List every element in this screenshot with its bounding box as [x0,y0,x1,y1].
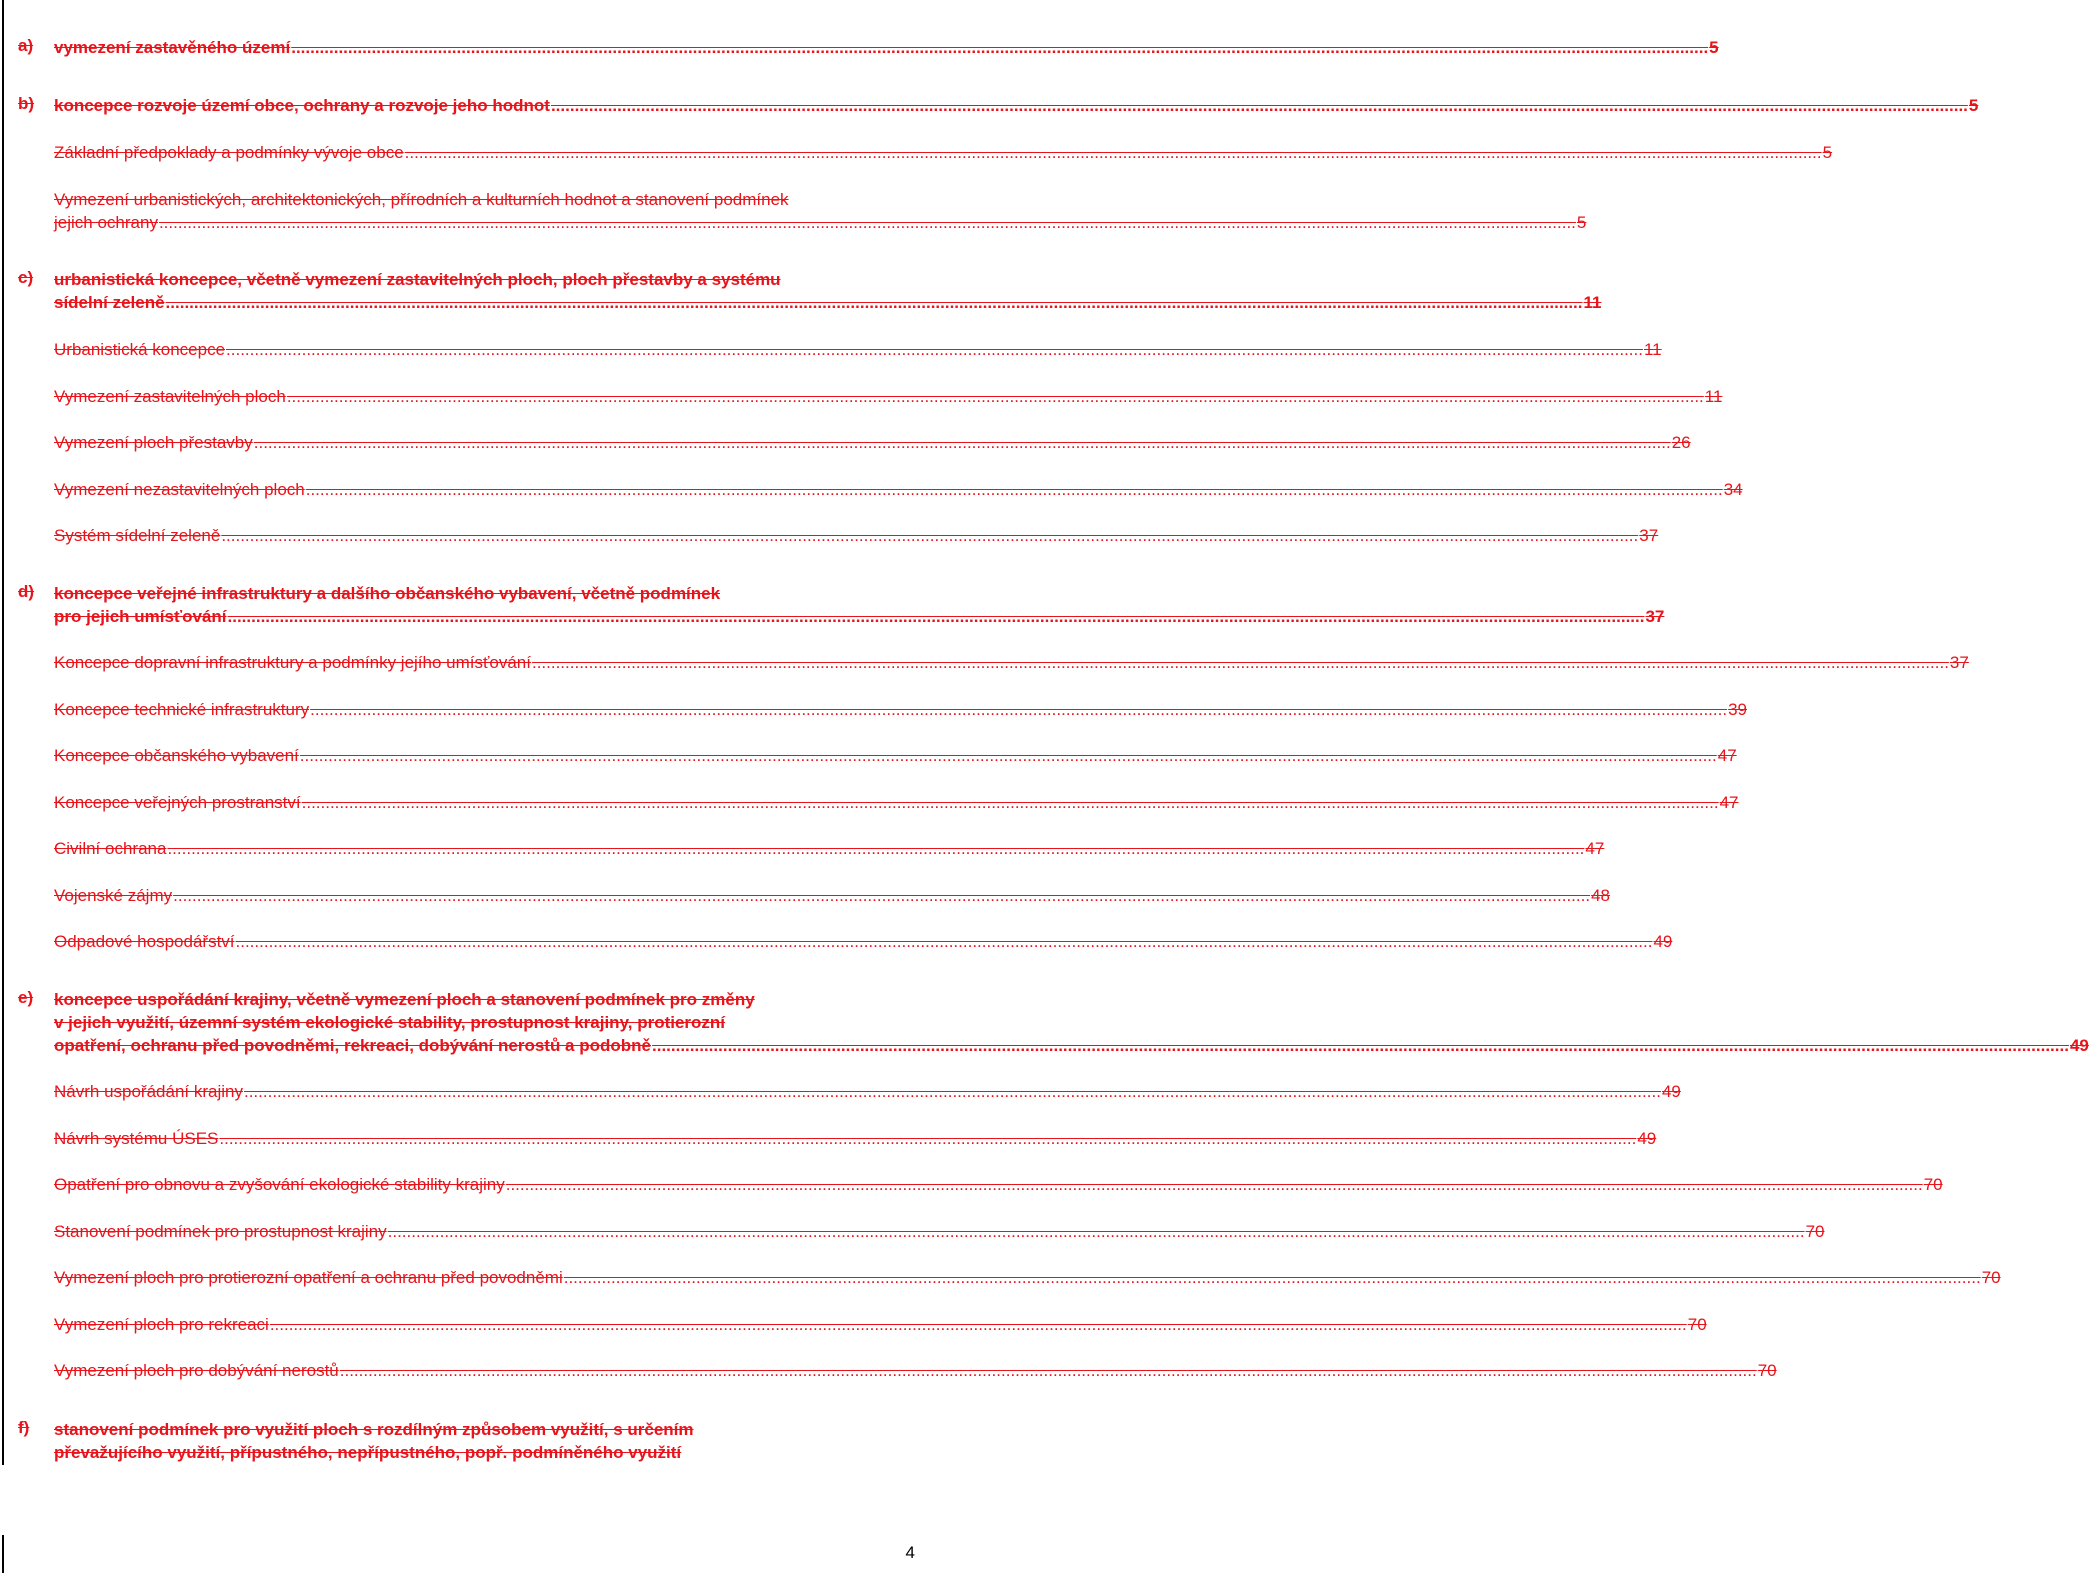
toc-leader-dots: ............................................................................................................................................................................................................................................................................................................ [165,293,1583,312]
toc-entry-lastline [54,1034,2089,1057]
toc-entry-lastline [54,791,1739,814]
left-margin-rule-footer [2,1535,4,1573]
toc-entry-text [54,338,1662,361]
toc-entry-lastline [54,1313,1707,1336]
toc-entry-title: sídelní zeleně [54,293,165,312]
toc-entry-line: převažujícího využití, přípustného, nepřípustného, popř. podmíněného využití [54,1443,682,1462]
toc-leader-dots: ............................................................................................................................................................................................................................................................................................................ [235,932,1653,951]
toc-entry-title: Vymezení zastavitelných ploch [54,387,286,406]
toc-entry-line: stanovení podmínek pro využití ploch s rozdílným způsobem využití, s určením [54,1420,694,1439]
toc-entry-title: Vymezení ploch přestavby [54,433,253,452]
toc-entry-title: Stanovení podmínek pro prostupnost krajiny [54,1222,387,1241]
toc-leader-dots: ............................................................................................................................................................................................................................................................................................................ [387,1222,1805,1241]
toc-leader-dots: ............................................................................................................................................................................................................................................................................................................ [221,526,1639,545]
toc-entry-title: Vymezení ploch pro dobývání nerostů [54,1361,339,1380]
toc-entry-lastline [54,94,1979,117]
toc-entry-text [54,1080,1681,1103]
toc-leader-dots: ............................................................................................................................................................................................................................................................................................................ [310,700,1728,719]
toc-entry-lastline [54,744,1737,767]
toc-entry-title: Civilní ochrana [54,839,167,858]
toc-entry-page: 26 [1671,433,1691,452]
toc-entry-title: Koncepce veřejných prostranství [54,793,301,812]
page-number: 4 [905,1543,915,1562]
toc-entry-page: 70 [1981,1268,2001,1287]
toc-entry-lastline [54,930,1673,953]
toc-entry-letter: a) [18,36,34,55]
toc-entry-line: Vymezení urbanistických, architektonických, přírodních a kulturních hodnot a stanovení podmínek [54,190,789,209]
toc-entry-letter: e) [18,988,34,1007]
toc-entry-lastline [54,651,1969,674]
toc-leader-dots: ............................................................................................................................................................................................................................................................................................................ [158,213,1576,232]
toc-entry-page: 70 [1687,1315,1707,1334]
toc-entry-page: 34 [1723,480,1743,499]
toc-entry-text [54,837,1605,860]
toc-entry-text [54,94,1979,117]
toc-entry-text [54,431,1691,454]
toc-entry-text [54,930,1673,953]
toc-entry-title: pro jejich umísťování [54,607,227,626]
toc-entry-line: urbanistická koncepce, včetně vymezení zastavitelných ploch, ploch přestavby a systému [54,270,781,289]
toc-entry-text [54,1313,1707,1336]
toc-entry-page: 47 [1717,746,1737,765]
toc-entry-lastline [54,291,1602,314]
toc-entry-lastline [54,211,1587,234]
toc-entry-lastline [54,698,1747,721]
toc-entry-page: 70 [1757,1361,1777,1380]
toc-entry-page: 5 [1968,96,1979,115]
toc-entry-lastline [54,1127,1657,1150]
toc-entry-page: 5 [1709,38,1719,57]
toc-leader-dots: ............................................................................................................................................................................................................................................................................................................ [219,1129,1637,1148]
toc-entry-page: 47 [1585,839,1605,858]
toc-leader-dots: ............................................................................................................................................................................................................................................................................................................ [269,1315,1687,1334]
toc-leader-dots: ............................................................................................................................................................................................................................................................................................................ [227,607,1645,626]
toc-entry-text [54,1418,954,1464]
toc-entry-lastline [54,1173,1943,1196]
toc-entry-title: Urbanistická koncepce [54,340,226,359]
toc-entry-letter: c) [18,268,34,287]
toc-entry-title: opatření, ochranu před povodněmi, rekreaci, dobývání nerostů a podobně [54,1036,651,1055]
toc-entry-letter: b) [18,94,35,113]
toc-entry-lastline [54,524,1659,547]
toc-entry-lastline [54,1220,1825,1243]
toc-entry-page: 70 [1805,1222,1825,1241]
toc-entry-text [54,1359,1777,1382]
toc-entry-page: 11 [1643,340,1662,359]
toc-leader-dots: ............................................................................................................................................................................................................................................................................................................ [299,746,1717,765]
toc-entry-lastline [54,431,1691,454]
toc-entry-text [54,385,1723,408]
toc-entry-text [54,884,1610,907]
toc-entry-text [54,188,1587,234]
toc-entry-page: 48 [1591,886,1610,905]
toc-entry-page: 49 [1653,932,1673,951]
toc-entry-lastline [54,141,1833,164]
toc-leader-dots: ............................................................................................................................................................................................................................................................................................................ [226,340,1643,359]
toc-leader-dots: ............................................................................................................................................................................................................................................................................................................ [173,886,1591,905]
toc-entry-text [54,698,1747,721]
toc-entry-title: Vymezení ploch pro protierozní opatření a ochranu před povodněmi [54,1268,563,1287]
toc-entry-title: Vojenské zájmy [54,886,173,905]
toc-entry-lastline [54,837,1605,860]
toc-entry-lastline [54,884,1610,907]
toc-entry-lastline [54,36,1719,59]
toc-entry-text [54,1266,2001,1289]
toc-leader-dots: ............................................................................................................................................................................................................................................................................................................ [404,143,1822,162]
toc-entry-page: 11 [1583,293,1602,312]
toc-entry-title: Opatření pro obnovu a zvyšování ekologické stability krajiny [54,1175,505,1194]
toc-entry-text [54,582,1665,628]
toc-entry-lastline [54,1359,1777,1382]
toc-entry-title: Základní předpoklady a podmínky vývoje obce [54,143,404,162]
toc-leader-dots: ............................................................................................................................................................................................................................................................................................................ [531,653,1949,672]
toc-entry-line: koncepce veřejné infrastruktury a dalšího občanského vybavení, včetně podmínek [54,584,721,603]
toc-entry-title: jejich ochrany [54,213,158,232]
toc-leader-dots: ............................................................................................................................................................................................................................................................................................................ [563,1268,1981,1287]
toc-entry-page: 49 [2069,1036,2089,1055]
toc-entry-lastline [54,385,1723,408]
toc-entry-page: 11 [1704,387,1723,406]
toc-entry-title: Návrh systému ÚSES [54,1129,219,1148]
toc-entry-lastline [54,1080,1681,1103]
toc-entry-page: 70 [1923,1175,1943,1194]
left-margin-rule [2,0,4,1465]
toc-entry-text [54,1220,1825,1243]
toc-entry-page: 37 [1645,607,1665,626]
toc-entry-text [54,36,1719,59]
toc-entry-title: Vymezení ploch pro rekreaci [54,1315,269,1334]
toc-entry-page: 49 [1637,1129,1657,1148]
toc-entry-title: Vymezení nezastavitelných ploch [54,480,305,499]
toc-entry-page: 5 [1822,143,1833,162]
toc-entry-text [54,651,1969,674]
toc-entry-page: 47 [1719,793,1739,812]
toc-entry-page: 37 [1949,653,1969,672]
toc-entry-text [54,1173,1943,1196]
toc-entry-text [54,1127,1657,1150]
toc-leader-dots: ............................................................................................................................................................................................................................................................................................................ [167,839,1585,858]
toc-entry-letter: f) [18,1418,30,1437]
toc-leader-dots: ............................................................................................................................................................................................................................................................................................................ [339,1361,1757,1380]
toc-entry-lastline [54,605,1665,628]
toc-entry-page: 49 [1661,1082,1681,1101]
toc-entry-text [54,478,1743,501]
toc-entry-page: 39 [1728,700,1747,719]
toc-leader-dots: ............................................................................................................................................................................................................................................................................................................ [286,387,1704,406]
toc-entry-letter: d) [18,582,35,601]
toc-entry-title: Koncepce dopravní infrastruktury a podmínky jejího umísťování [54,653,531,672]
toc-entry-text [54,744,1737,767]
toc-entry-title: vymezení zastavěného území [54,38,291,57]
toc-entry-lastline [54,1266,2001,1289]
toc-entry-text [54,988,2089,1057]
toc-leader-dots: ............................................................................................................................................................................................................................................................................................................ [291,38,1709,57]
toc-entry-title: Koncepce technické infrastruktury [54,700,310,719]
toc-leader-dots: ............................................................................................................................................................................................................................................................................................................ [253,433,1671,452]
toc-leader-dots: ............................................................................................................................................................................................................................................................................................................ [243,1082,1661,1101]
toc-leader-dots: ............................................................................................................................................................................................................................................................................................................ [550,96,1968,115]
toc-leader-dots: ............................................................................................................................................................................................................................................................................................................ [505,1175,1923,1194]
toc-entry-title: koncepce rozvoje území obce, ochrany a rozvoje jeho hodnot [54,96,550,115]
toc-leader-dots: ............................................................................................................................................................................................................................................................................................................ [301,793,1719,812]
toc-entry-lastline [54,478,1743,501]
toc-entry-title: Návrh uspořádání krajiny [54,1082,243,1101]
toc-leader-dots: ............................................................................................................................................................................................................................................................................................................ [652,1036,2069,1055]
toc-entry-text [54,141,1833,164]
toc-entry-text [54,524,1659,547]
toc-leader-dots: ............................................................................................................................................................................................................................................................................................................ [305,480,1723,499]
toc-entry-line: koncepce uspořádání krajiny, včetně vymezení ploch a stanovení podmínek pro změny [54,990,755,1009]
toc-entry-line: v jejich využití, územní systém ekologické stability, prostupnost krajiny, protierozní [54,1013,726,1032]
toc-entry-title: Odpadové hospodářství [54,932,235,951]
toc-entry-title: Systém sídelní zeleně [54,526,221,545]
toc-entry-title: Koncepce občanského vybavení [54,746,299,765]
toc-entry-page: 37 [1639,526,1659,545]
toc-entry-text [54,268,1602,314]
toc-entry-lastline [54,338,1662,361]
toc-entry-page: 5 [1576,213,1587,232]
toc-entry-text [54,791,1739,814]
